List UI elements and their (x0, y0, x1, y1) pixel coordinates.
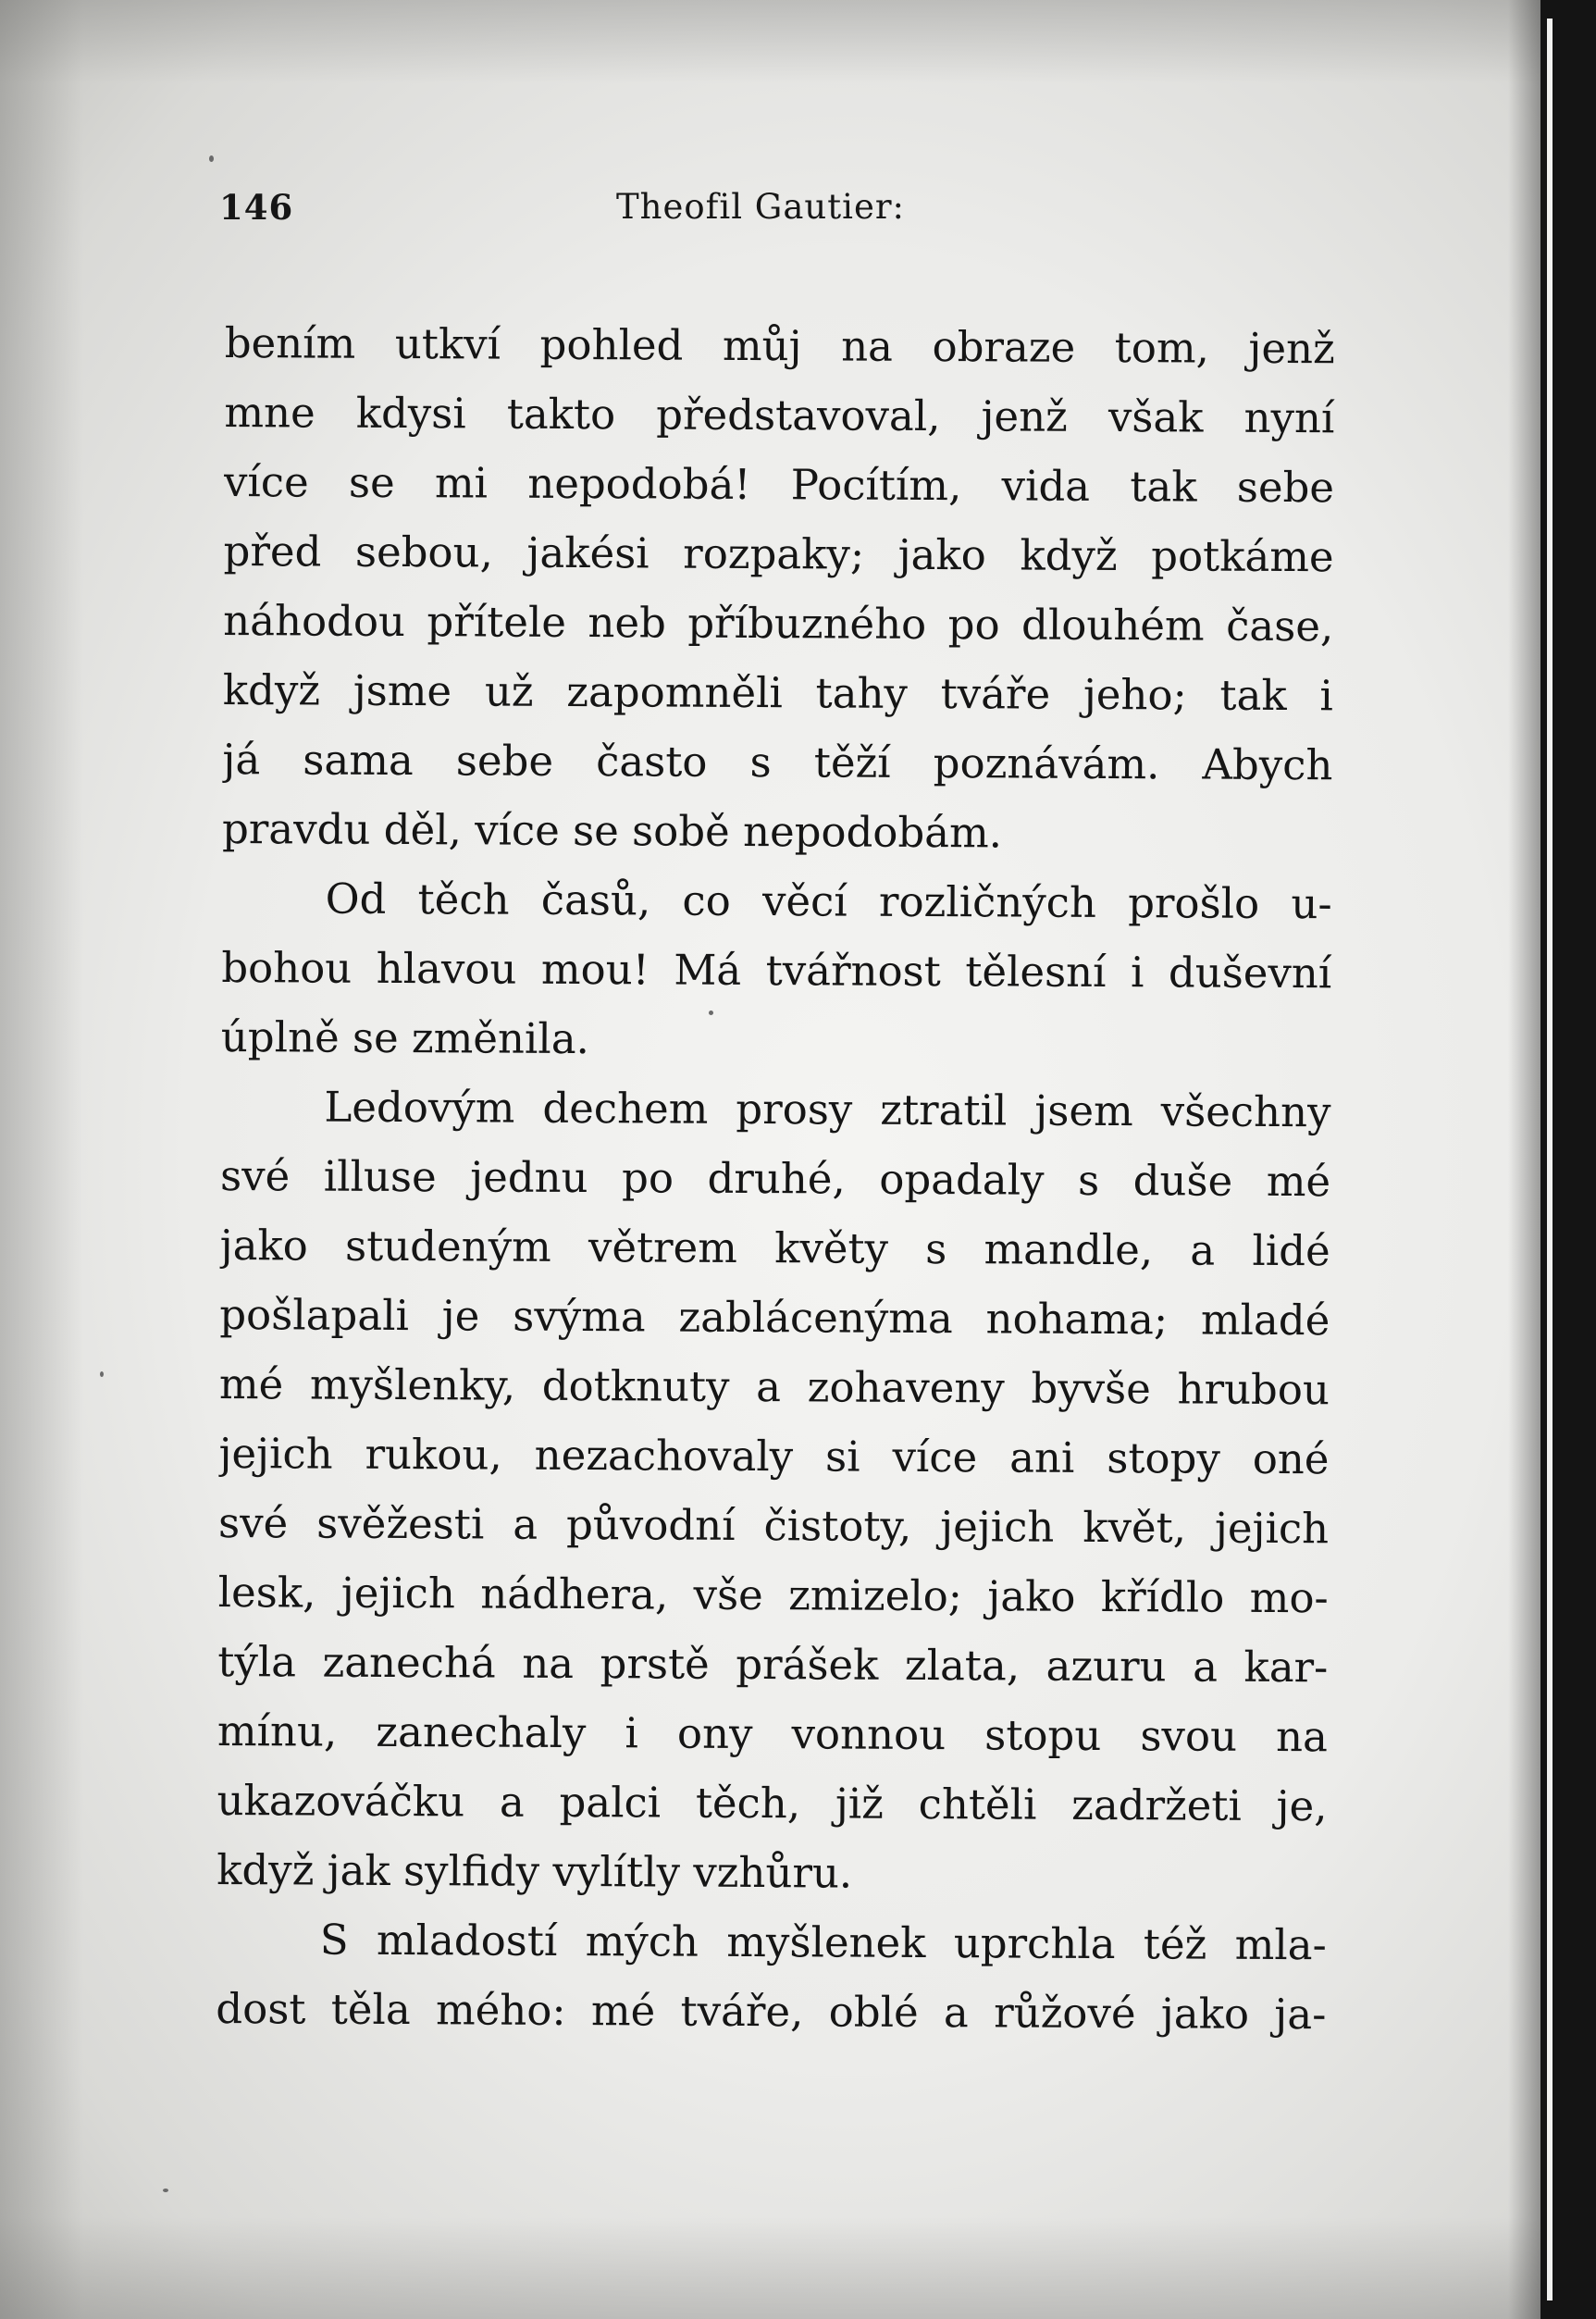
running-head (0, 187, 1540, 242)
text-line: jejich rukou, nezachovaly si více ani stopy oné (218, 1428, 1330, 1484)
body-text (216, 308, 1335, 2049)
text-line: mé myšlenky, dotknuty a zohaveny byvše hrubou (218, 1358, 1330, 1415)
text-line: před sebou, jakési rozpaky; jako když potkáme (223, 526, 1334, 582)
text-line: úplně se změnila. (220, 1011, 590, 1064)
paper-speck (163, 2189, 168, 2192)
text-line: já sama sebe často s těží poznávám. Abych (222, 734, 1333, 790)
text-line: Ledovým dechem prosy ztratil jsem všechny (324, 1082, 1331, 1137)
running-title: Theofil Gautier: (616, 187, 905, 227)
text-line: náhodou přítele neb příbuzného po dlouhém čase, (223, 595, 1334, 651)
text-line: pošlapali je svýma zablácenýma nohama; mladé (219, 1289, 1330, 1346)
text-line: když jsme už zapomněli tahy tváře jeho; tak i (222, 664, 1333, 721)
paper-speck (100, 1371, 104, 1377)
text-line: pravdu děl, více se sobě nepodobám. (221, 803, 1003, 858)
text-line: bením utkví pohled můj na obraze tom, jenž (224, 317, 1335, 374)
text-line: mne kdysi takto představoval, jenž však nyní (224, 387, 1335, 443)
text-line: mínu, zanechaly i ony vonnou stopu svou na (217, 1705, 1329, 1762)
scan-shadow-left (0, 0, 83, 2319)
binding-shadow (1508, 0, 1540, 2319)
text-line: ukazováčku a palci těch, již chtěli zadržeti je, (217, 1775, 1328, 1831)
text-line: dost těla mého: mé tváře, oblé a růžové jako ja- (216, 1983, 1327, 2040)
scan-shadow-top (0, 0, 1540, 83)
text-line: více se mi nepodobá! Pocítím, vida tak sebe (223, 456, 1335, 513)
page-number: 146 (219, 187, 294, 228)
text-line: své illuse jednu po druhé, opadaly s duše mé (219, 1150, 1331, 1207)
text-line: S mladostí mých myšlenek uprchla též mla- (319, 1915, 1327, 1970)
paper-speck (209, 155, 214, 162)
text-line: bohou hlavou mou! Má tvářnost tělesní i duševní (221, 942, 1332, 998)
text-line: když jak sylfidy vylítly vzhůru. (217, 1844, 853, 1898)
next-page-edge (1547, 19, 1553, 2300)
text-line: Od těch časů, co věcí rozličných prošlo u- (325, 874, 1332, 929)
text-line: týla zanechá na prstě prášek zlata, azuru a kar- (217, 1636, 1329, 1693)
text-line: lesk, jejich nádhera, vše zmizelo; jako křídlo mo- (217, 1567, 1329, 1623)
scan-shadow-bottom (0, 2217, 1540, 2319)
text-line: jako studeným větrem květy s mandle, a lidé (219, 1220, 1330, 1276)
text-line: své svěžesti a původní čistoty, jejich květ, jejich (217, 1497, 1330, 1554)
